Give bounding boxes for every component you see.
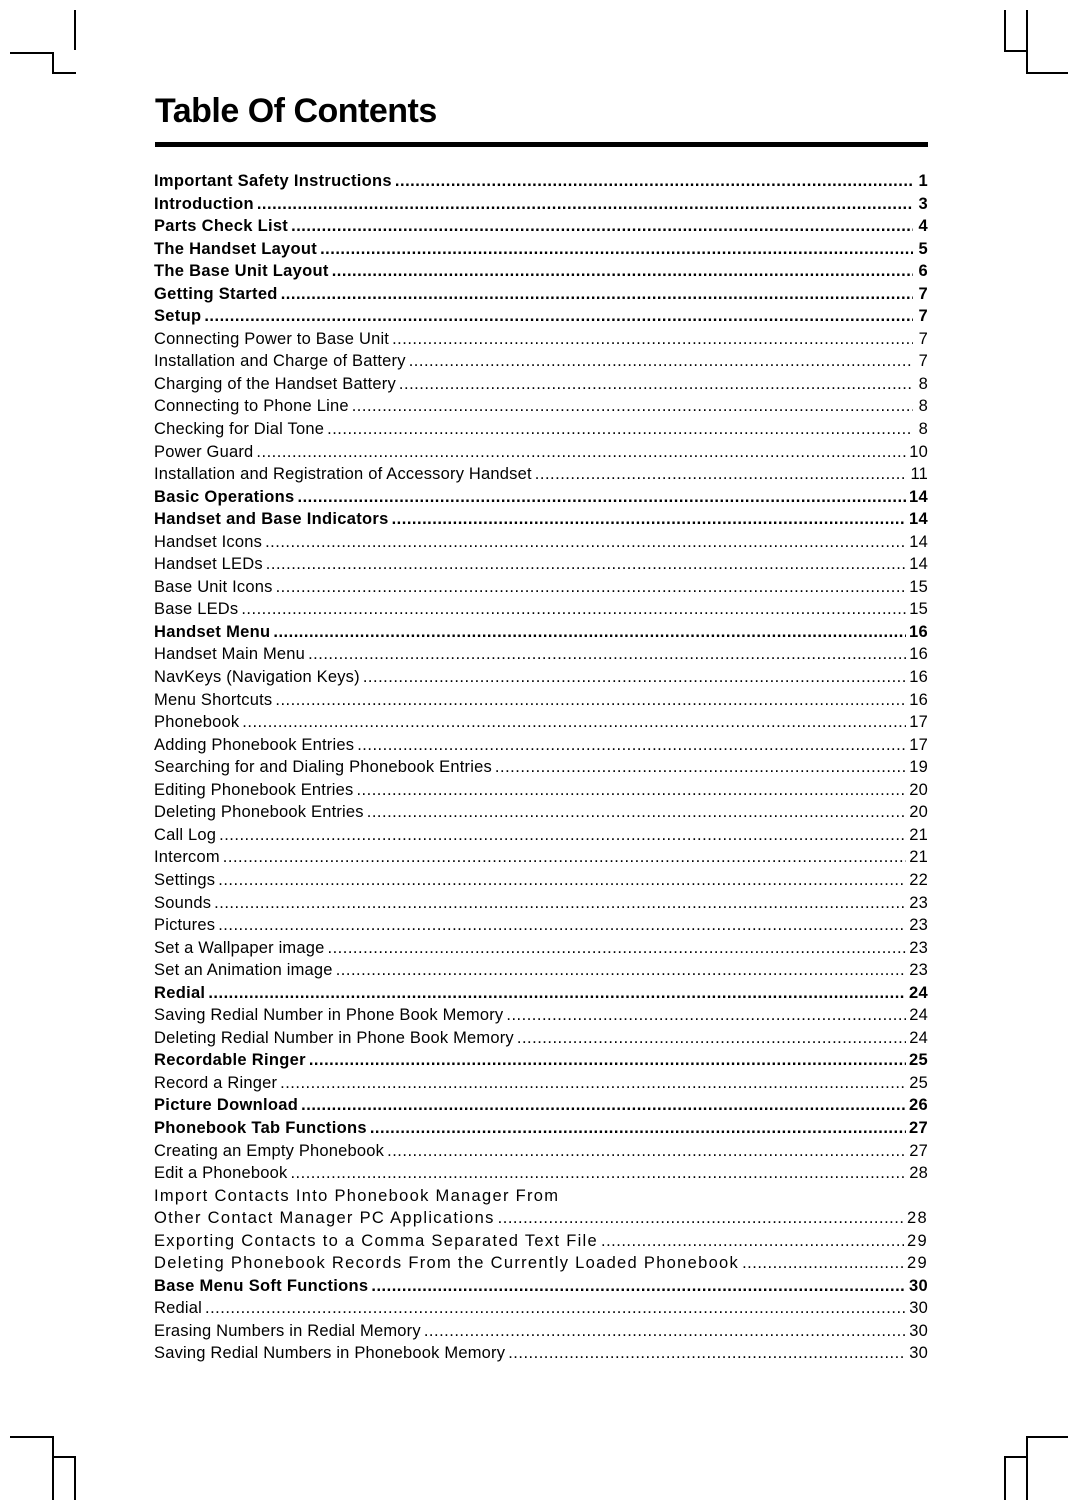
toc-page-number: 7 [918, 284, 928, 303]
toc-page-number: 24 [909, 983, 928, 1002]
toc-dot-leader [508, 1342, 906, 1365]
toc-entry-title: Phonebook Tab Functions [154, 1118, 367, 1137]
crop-mark-top-right [1026, 10, 1028, 72]
toc-dot-leader [495, 756, 906, 779]
toc-dot-leader [290, 1162, 906, 1185]
toc-page-number: 23 [909, 916, 928, 935]
toc-entry [154, 1094, 928, 1117]
toc-dot-leader [332, 260, 913, 283]
toc-dot-leader [395, 170, 913, 193]
toc-entry [154, 1207, 928, 1230]
toc-page-number: 8 [918, 397, 928, 416]
toc-dot-leader [601, 1230, 904, 1253]
toc-entry [154, 982, 928, 1005]
toc-dot-leader [298, 486, 907, 509]
toc-entry [154, 1072, 928, 1095]
toc-entry [154, 553, 928, 576]
toc-entry-title: Base LEDs [154, 600, 239, 619]
crop-mark-top-right [1004, 10, 1006, 50]
toc-page-number: 20 [909, 803, 928, 822]
toc-dot-leader [281, 283, 913, 306]
toc-page-number: 14 [909, 532, 928, 551]
toc-entry [154, 824, 928, 847]
toc-page-number: 28 [909, 1164, 928, 1183]
toc-entry [154, 937, 928, 960]
toc-entry [154, 418, 928, 441]
toc-page-number: 3 [918, 194, 928, 213]
toc-entry-title: Redial [154, 983, 206, 1002]
toc-dot-leader [265, 531, 906, 554]
toc-dot-leader [242, 711, 906, 734]
toc-dot-leader [409, 350, 913, 373]
toc-page-number: 30 [909, 1321, 928, 1340]
toc-entry [154, 1185, 928, 1208]
toc-entry-title: Deleting Redial Number in Phone Book Memory [154, 1028, 514, 1047]
crop-mark-bottom-left [52, 1436, 54, 1500]
toc-entry [154, 238, 928, 261]
toc-page-number: 29 [907, 1254, 928, 1273]
toc-entry-title: Base Menu Soft Functions [154, 1276, 369, 1295]
toc-dot-leader [356, 779, 906, 802]
toc-entry [154, 892, 928, 915]
toc-entry-title: Power Guard [154, 442, 254, 461]
toc-dot-leader [371, 1275, 906, 1298]
toc-dot-leader [336, 959, 907, 982]
toc-dot-leader [517, 1027, 906, 1050]
toc-dot-leader [204, 305, 913, 328]
crop-mark-bottom-left [74, 1456, 76, 1500]
toc-entry-title: The Handset Layout [154, 239, 318, 258]
toc-entry-title: Editing Phonebook Entries [154, 780, 354, 799]
toc-dot-leader [327, 418, 913, 441]
toc-page-number: 23 [909, 893, 928, 912]
toc-page-number: 17 [909, 735, 928, 754]
toc-page-number: 7 [918, 307, 928, 326]
toc-page-number: 24 [909, 1028, 928, 1047]
toc-page-number: 16 [909, 668, 928, 687]
toc-entry-title: Connecting Power to Base Unit [154, 329, 390, 348]
toc-dot-leader [291, 215, 913, 238]
toc-entry-title: Import Contacts Into Phonebook Manager From [154, 1186, 560, 1205]
toc-page-number: 11 [910, 465, 928, 484]
toc-entry-title: Base Unit Icons [154, 577, 273, 596]
toc-entry-title: Parts Check List [154, 217, 289, 236]
toc-dot-leader [218, 914, 906, 937]
crop-mark-bottom-right [1004, 1456, 1028, 1458]
toc-entry [154, 1004, 928, 1027]
toc-dot-leader [256, 441, 906, 464]
toc-dot-leader [320, 238, 913, 261]
toc-entry [154, 959, 928, 982]
toc-page-number: 25 [909, 1073, 928, 1092]
toc-page-number: 22 [909, 870, 928, 889]
toc-page-number: 14 [909, 555, 928, 574]
toc-entry-title: Edit a Phonebook [154, 1164, 288, 1183]
toc-dot-leader [352, 395, 913, 418]
toc-entry-title: Exporting Contacts to a Comma Separated Text File [154, 1231, 598, 1250]
toc-dot-leader [223, 846, 906, 869]
toc-entry [154, 1162, 928, 1185]
toc-entry [154, 666, 928, 689]
toc-entry [154, 486, 928, 509]
toc-entry [154, 643, 928, 666]
toc-entry [154, 1275, 928, 1298]
toc-dot-leader [392, 328, 913, 351]
toc-entry-title: Recordable Ringer [154, 1051, 306, 1070]
toc-entry [154, 373, 928, 396]
crop-mark-top-right [1004, 50, 1028, 52]
toc-entry [154, 621, 928, 644]
toc-dot-leader [367, 801, 906, 824]
toc-entry-title: Installation and Registration of Accessory Handset [154, 465, 532, 484]
toc-entry-title: Erasing Numbers in Redial Memory [154, 1321, 421, 1340]
toc-entry [154, 463, 928, 486]
toc-entry [154, 756, 928, 779]
toc-entry-title: Getting Started [154, 284, 278, 303]
toc-dot-leader [266, 553, 906, 576]
toc-dot-leader [205, 1297, 906, 1320]
toc-entry-title: Sounds [154, 893, 212, 912]
toc-dot-leader [257, 193, 913, 216]
toc-dot-leader [276, 576, 907, 599]
toc-dot-leader [392, 508, 906, 531]
toc-entry [154, 170, 928, 193]
toc-dot-leader [387, 1140, 906, 1163]
crop-mark-bottom-right [1004, 1456, 1006, 1500]
toc-page-number: 20 [909, 780, 928, 799]
toc-page-number: 26 [909, 1096, 928, 1115]
toc-entry-title: Set an Animation image [154, 961, 333, 980]
toc-entry [154, 441, 928, 464]
toc-page-number: 8 [918, 420, 928, 439]
toc-entry-title: Handset Menu [154, 622, 271, 641]
toc-entry-title: Saving Redial Numbers in Phonebook Memory [154, 1344, 506, 1363]
crop-mark-top-left [10, 52, 53, 54]
toc-entry [154, 1027, 928, 1050]
toc-page-number: 15 [909, 577, 928, 596]
toc-dot-leader [219, 824, 906, 847]
toc-entry-title: Intercom [154, 848, 220, 867]
toc-entry-title: Handset Main Menu [154, 645, 306, 664]
toc-entry-title: Set a Wallpaper image [154, 938, 325, 957]
toc-page-number: 29 [907, 1231, 928, 1250]
toc-entry [154, 869, 928, 892]
toc-entry-title: Handset Icons [154, 532, 263, 551]
toc-entry [154, 1342, 928, 1365]
crop-mark-top-right [1026, 72, 1068, 74]
toc-entry-title: Creating an Empty Phonebook [154, 1141, 385, 1160]
toc-entry-title: Other Contact Manager PC Applications [154, 1209, 495, 1228]
toc-page-number: 16 [909, 622, 928, 641]
crop-mark-top-left [52, 72, 76, 74]
toc-entry [154, 305, 928, 328]
crop-mark-top-left [52, 52, 54, 72]
toc-dot-leader [506, 1004, 906, 1027]
crop-mark-bottom-right [1026, 1436, 1068, 1438]
toc-entry [154, 1117, 928, 1140]
toc-entry [154, 779, 928, 802]
toc-page-number: 30 [909, 1299, 928, 1318]
toc-entry [154, 1049, 928, 1072]
toc-dot-leader [308, 643, 906, 666]
toc-page-number: 21 [909, 848, 928, 867]
toc-entry [154, 508, 928, 531]
toc-entry-title: Call Log [154, 825, 217, 844]
toc-dot-leader [399, 373, 913, 396]
toc-entry [154, 1320, 928, 1343]
toc-entry-title: Deleting Phonebook Records From the Currently Loaded Phonebook [154, 1254, 740, 1273]
toc-entry-title: Important Safety Instructions [154, 172, 392, 190]
toc-page-number: 6 [918, 262, 928, 281]
toc-dot-leader [535, 463, 908, 486]
toc-entry [154, 734, 928, 757]
toc-entry [154, 1297, 928, 1320]
toc-entry-title: NavKeys (Navigation Keys) [154, 668, 360, 687]
table-of-contents [154, 170, 928, 1365]
toc-page-number: 23 [909, 938, 928, 957]
toc-page-number: 21 [909, 825, 928, 844]
toc-entry-title: Picture Download [154, 1096, 299, 1115]
toc-page-number: 30 [909, 1344, 928, 1363]
toc-entry-title: Record a Ringer [154, 1073, 278, 1092]
toc-page-number: 8 [918, 374, 928, 393]
toc-dot-leader [301, 1094, 906, 1117]
toc-page-number: 1 [918, 172, 928, 190]
toc-entry [154, 531, 928, 554]
toc-dot-leader [273, 621, 906, 644]
toc-entry-title: Connecting to Phone Line [154, 397, 349, 416]
toc-entry-title: Charging of the Handset Battery [154, 374, 396, 393]
toc-page-number: 7 [918, 352, 928, 371]
toc-entry [154, 846, 928, 869]
toc-page-number: 4 [918, 217, 928, 236]
toc-entry-title: Saving Redial Number in Phone Book Memory [154, 1006, 504, 1025]
toc-page-number: 25 [909, 1051, 928, 1070]
toc-entry-title: Deleting Phonebook Entries [154, 803, 364, 822]
toc-dot-leader [241, 598, 906, 621]
toc-entry [154, 1252, 928, 1275]
toc-dot-leader [742, 1252, 904, 1275]
toc-entry [154, 260, 928, 283]
toc-entry-title: Settings [154, 870, 216, 889]
toc-dot-leader [280, 1072, 906, 1095]
toc-dot-leader [309, 1049, 906, 1072]
toc-entry [154, 598, 928, 621]
crop-mark-bottom-left [52, 1456, 76, 1458]
toc-entry [154, 1230, 928, 1253]
toc-entry [154, 689, 928, 712]
toc-entry [154, 1140, 928, 1163]
toc-dot-leader [424, 1320, 906, 1343]
toc-entry [154, 193, 928, 216]
toc-page-number: 17 [909, 713, 928, 732]
toc-entry-title: Handset and Base Indicators [154, 510, 389, 529]
toc-entry-title: Introduction [154, 194, 254, 213]
toc-page-number: 30 [909, 1276, 928, 1295]
toc-entry-title: Checking for Dial Tone [154, 420, 325, 439]
toc-entry-title: Handset LEDs [154, 555, 263, 574]
toc-page-number: 5 [918, 239, 928, 258]
crop-mark-bottom-right [1026, 1436, 1028, 1500]
toc-page-number: 14 [909, 510, 928, 529]
toc-entry-title: Pictures [154, 916, 216, 935]
toc-dot-leader [214, 892, 906, 915]
toc-entry [154, 576, 928, 599]
toc-page-number: 24 [909, 1006, 928, 1025]
toc-page-number: 27 [909, 1118, 928, 1137]
toc-page-number: 16 [909, 645, 928, 664]
page-title: Table Of Contents [155, 92, 437, 130]
toc-page-number: 27 [909, 1141, 928, 1160]
toc-entry [154, 350, 928, 373]
toc-entry-title: Redial [154, 1299, 202, 1318]
toc-entry-title: Phonebook [154, 713, 240, 732]
toc-page-number: 14 [909, 487, 928, 506]
toc-page-number: 19 [909, 758, 928, 777]
toc-entry [154, 283, 928, 306]
toc-entry [154, 215, 928, 238]
toc-page-number: 10 [909, 442, 928, 461]
toc-entry-title: The Base Unit Layout [154, 262, 329, 281]
toc-dot-leader [208, 982, 906, 1005]
toc-entry [154, 914, 928, 937]
toc-page-number: 23 [909, 961, 928, 980]
toc-dot-leader [328, 937, 907, 960]
toc-dot-leader [218, 869, 906, 892]
toc-entry [154, 328, 928, 351]
toc-page-number: 16 [909, 690, 928, 709]
toc-entry-title: Installation and Charge of Battery [154, 352, 406, 371]
toc-page-number: 15 [909, 600, 928, 619]
toc-entry-title: Searching for and Dialing Phonebook Entries [154, 758, 492, 777]
toc-entry [154, 395, 928, 418]
toc-entry-title: Adding Phonebook Entries [154, 735, 355, 754]
toc-dot-leader [275, 689, 906, 712]
toc-page-number: 7 [918, 329, 928, 348]
toc-entry [154, 711, 928, 734]
crop-mark-top-left [74, 10, 76, 50]
toc-entry-title: Basic Operations [154, 487, 295, 506]
toc-entry-title: Setup [154, 307, 202, 326]
title-divider [155, 142, 928, 147]
crop-mark-bottom-left [10, 1436, 52, 1438]
toc-dot-leader [357, 734, 906, 757]
toc-page-number: 28 [907, 1209, 928, 1228]
toc-entry [154, 801, 928, 824]
toc-entry-title: Menu Shortcuts [154, 690, 273, 709]
toc-dot-leader [370, 1117, 906, 1140]
toc-dot-leader [363, 666, 906, 689]
toc-dot-leader [498, 1207, 904, 1230]
